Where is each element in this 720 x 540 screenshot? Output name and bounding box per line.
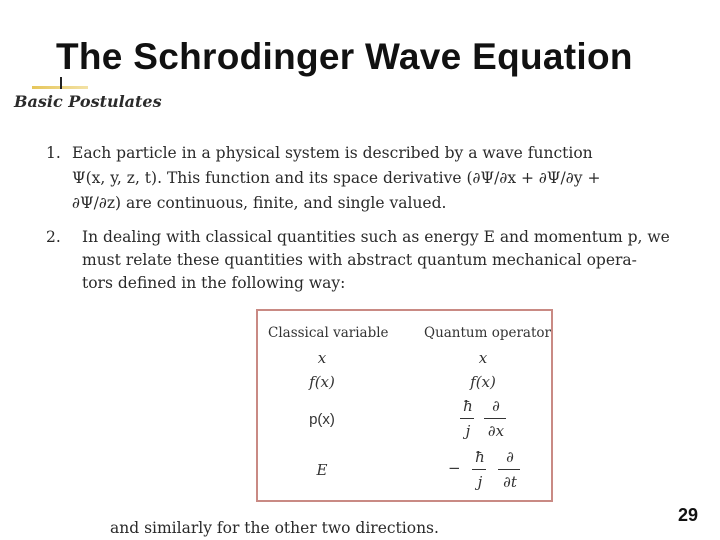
- table-row-3-classical: p(x): [309, 411, 335, 428]
- table-row-2-quantum: f(x): [470, 373, 496, 391]
- page-title: The Schrodinger Wave Equation: [56, 36, 633, 77]
- postulate-2-line-3: tors defined in the following way:: [82, 274, 346, 292]
- postulate-1-line-1: Each particle in a physical system is described by a wave function: [72, 144, 593, 162]
- closing-line: and similarly for the other two directions.: [110, 519, 439, 537]
- table-row-3-quantum-num-1: ħ: [463, 397, 473, 415]
- table-row-4-classical: E: [316, 461, 328, 479]
- table-header-quantum: Quantum operator: [424, 325, 551, 341]
- postulate-1-line-3: ∂Ψ/∂z) are continuous, finite, and single valued.: [72, 194, 447, 212]
- postulate-2-number: 2.: [46, 228, 61, 246]
- postulate-2-line-2: must relate these quantities with abstract quantum mechanical opera-: [82, 251, 637, 269]
- table-row-4-quantum-num-2: ∂: [506, 448, 514, 466]
- postulate-2-line-1: In dealing with classical quantities such as energy E and momentum p, we: [82, 228, 670, 246]
- table-row-3-quantum-den-1: j: [465, 422, 471, 440]
- table-row-3-quantum-den-2: ∂x: [487, 422, 505, 440]
- postulate-1-line-2: Ψ(x, y, z, t). This function and its space derivative (∂Ψ/∂x + ∂Ψ/∂y +: [72, 169, 601, 187]
- postulate-1-number: 1.: [46, 144, 61, 162]
- table-row-4-quantum-bar-2: [498, 469, 520, 470]
- table-row-3-quantum-bar-2: [484, 418, 506, 419]
- table-row-4-quantum-bar-1: [472, 469, 486, 470]
- table-row-4-quantum-den-1: j: [477, 473, 483, 491]
- table-row-3-quantum-num-2: ∂: [492, 397, 500, 415]
- table-row-4-quantum-sign: −: [448, 459, 461, 477]
- table-row-4-quantum-den-2: ∂t: [503, 473, 517, 491]
- table-row-1-classical: x: [317, 349, 327, 367]
- page-number: 29: [678, 505, 699, 525]
- table-header-classical: Classical variable: [268, 325, 389, 341]
- operator-table: [256, 309, 553, 502]
- title-accent-tick: [60, 77, 62, 89]
- table-row-1-quantum: x: [478, 349, 488, 367]
- table-row-4-quantum-num-1: ħ: [475, 448, 485, 466]
- section-subtitle: Basic Postulates: [14, 92, 162, 111]
- table-row-3-quantum-bar-1: [460, 418, 474, 419]
- table-row-2-classical: f(x): [309, 373, 335, 391]
